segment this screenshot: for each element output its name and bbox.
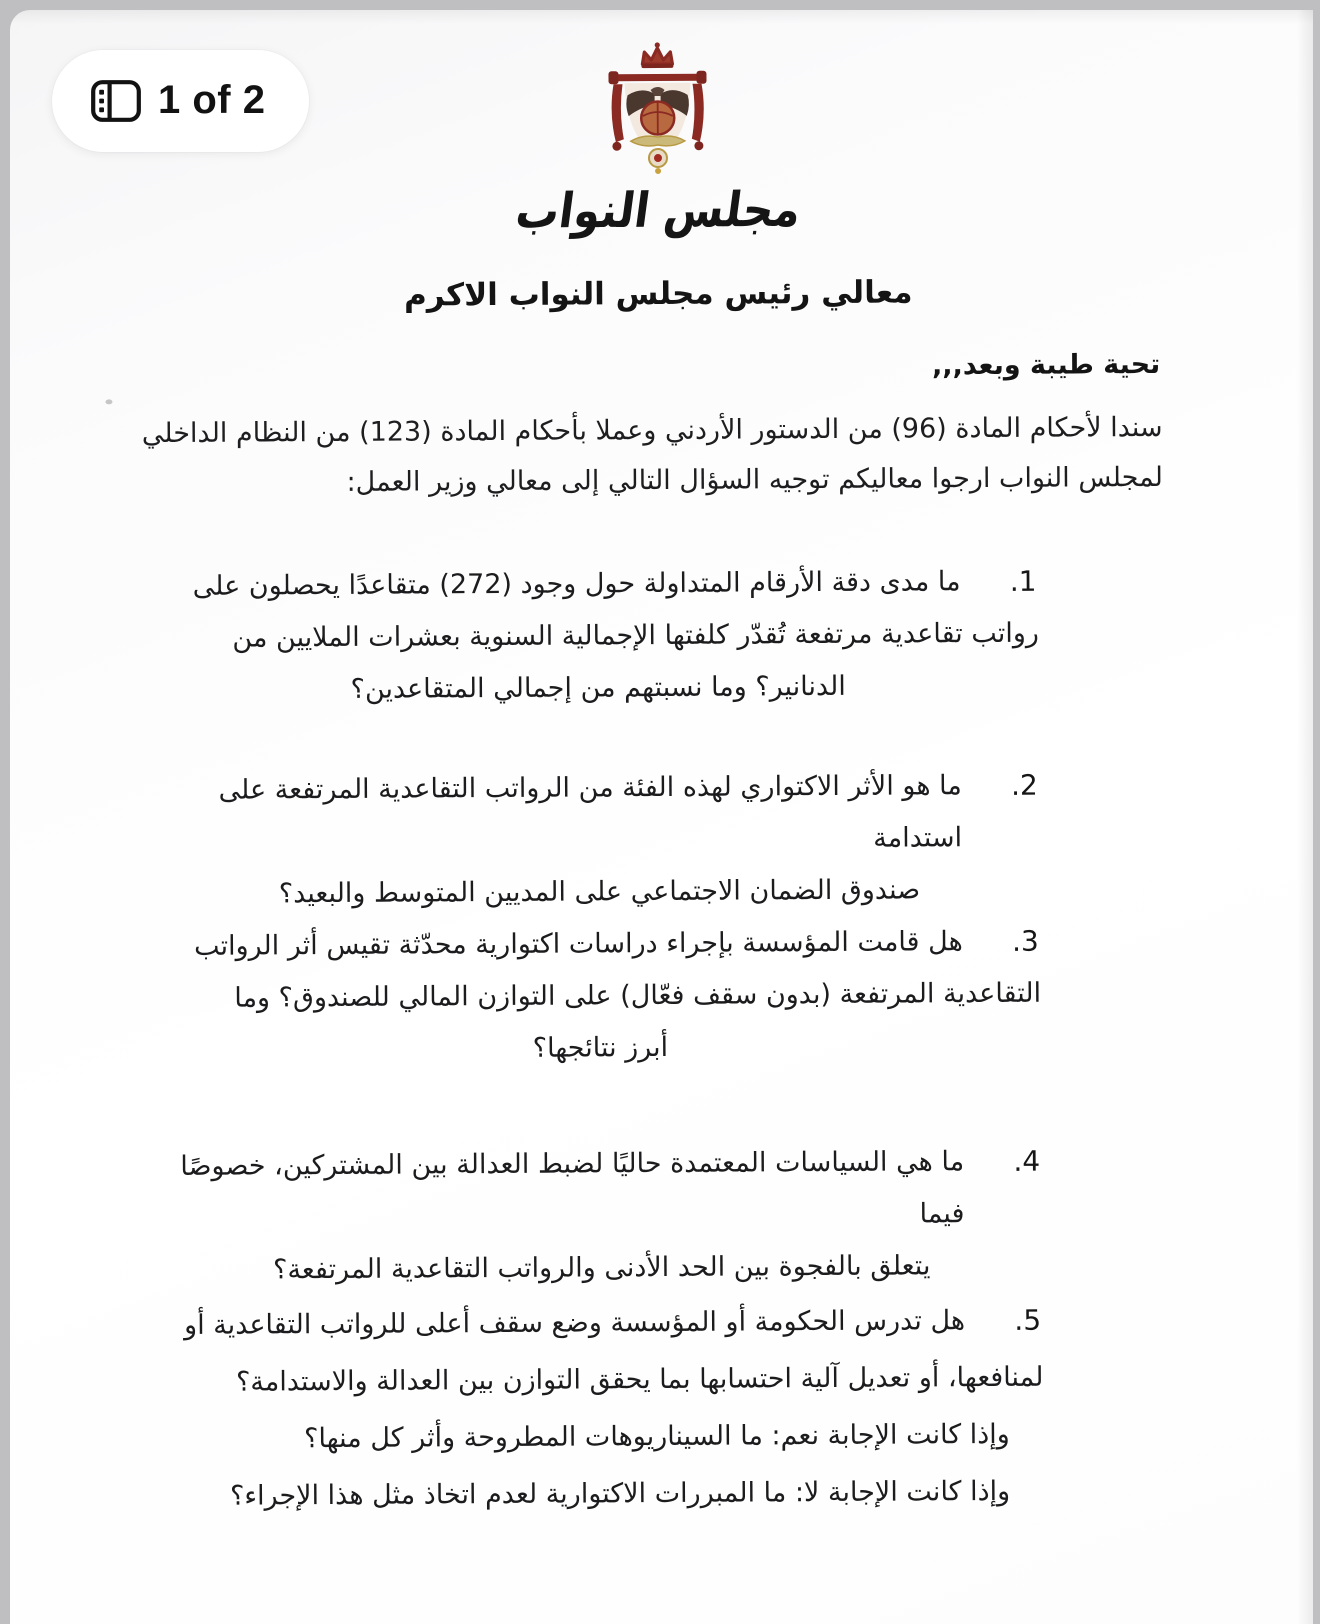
question-5-line: وإذا كانت الإجابة لا: ما المبررات الاكتوارية لعدم اتخاذ مثل هذا الإجراء؟ [229,1475,1011,1512]
document-title: معالي رئيس مجلس النواب الاكرم [404,274,913,314]
document-content [10,10,1313,1624]
question-5-number: .5 [1014,1303,1042,1337]
question-3-number: .3 [1011,924,1039,958]
question-3-line: التقاعدية المرتفعة (بدون سقف فعّال) على التوازن المالي للصندوق؟ وما [234,977,1042,1014]
question-3-line: هل قامت المؤسسة بإجراء دراسات اكتوارية محدّثة تقيس أثر الرواتب [193,926,963,962]
pages-panel-icon [90,79,142,123]
page-indicator-badge[interactable] [52,50,309,152]
intro-line-2: لمجلس النواب ارجوا معاليكم توجيه السؤال التالي إلى معالي وزير العمل: [346,461,1164,498]
intro-line-1: سندا لأحكام المادة (96) من الدستور الأردني وعملا بأحكام المادة (123) من النظام الداخلي [141,411,1163,450]
intro-paragraph [138,403,1163,509]
question-4 [160,1136,1043,1297]
question-3-line: أبرز نتائجها؟ [532,1031,669,1064]
question-4-line: ما هي السياسات المعتمدة حاليًا لضبط العدالة بين المشتركين، خصوصًا فيما [180,1146,965,1230]
org-name-calligraphy: مجلس النواب [511,182,804,240]
greeting-line: تحية طيبة وبعد,,, [931,348,1161,382]
question-4-number: .4 [1013,1144,1041,1178]
page-indicator-label: 1 of 2 [158,77,266,122]
question-1-line: ما مدى دقة الأرقام المتداولة حول وجود (272) متقاعدًا يحصلون على [192,566,961,602]
question-2-number: .2 [1010,768,1038,802]
question-5-line: وإذا كانت الإجابة نعم: ما السيناريوهات المطروحة وأثر كل منها؟ [303,1418,1010,1455]
jordan-coat-of-arms [582,38,733,189]
question-5-line: لمنافعها، أو تعديل آلية احتسابها بما يحقق التوازن بين العدالة والاستدامة؟ [235,1361,1044,1398]
question-2-line: صندوق الضمان الاجتماعي على المديين المتوسط والبعيد؟ [278,874,921,910]
question-1-line: الدنانير؟ وما نسبتهم من إجمالي المتقاعدين؟ [350,670,846,705]
question-4-line: يتعلق بالفجوة بين الحد الأدنى والرواتب التقاعدية المرتفعة؟ [272,1250,931,1286]
scanned-document-page [10,10,1313,1624]
question-5-line: هل تدرس الحكومة أو المؤسسة وضع سقف أعلى للرواتب التقاعدية أو [184,1305,966,1341]
question-5 [161,1292,1044,1525]
question-3 [159,916,1042,1077]
scan-artifact-dot [105,399,112,404]
question-1 [156,556,1039,717]
question-2-line: ما هو الأثر الاكتواري لهذه الفئة من الرواتب التقاعدية المرتفعة على استدامة [218,770,963,854]
question-2 [158,760,1041,921]
question-1-number: .1 [1009,564,1037,598]
question-1-line: رواتب تقاعدية مرتفعة تُقدّر كلفتها الإجمالية السنوية بعشرات الملايين من [232,617,1039,654]
